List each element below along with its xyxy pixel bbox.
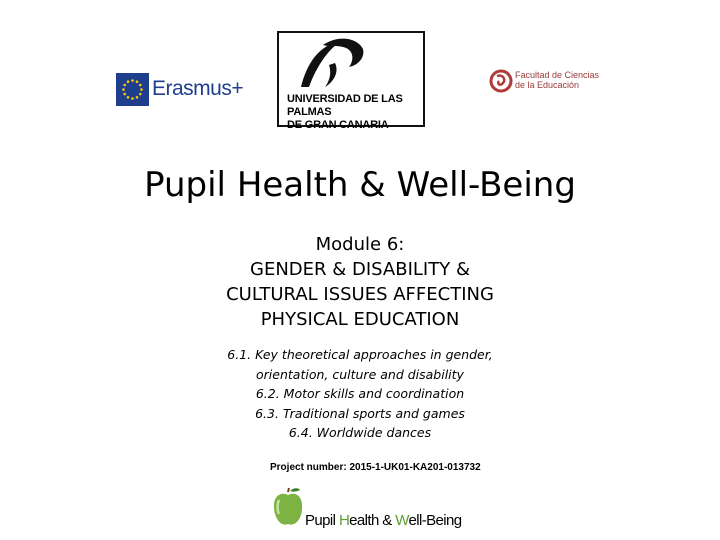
green-apple-icon (272, 486, 304, 528)
module-title-line1: GENDER & DISABILITY & (250, 259, 470, 280)
module-heading (110, 232, 610, 332)
topic-line: 6.1. Key theoretical approaches in gender, (227, 347, 493, 362)
ulpgc-emblem-icon (279, 33, 423, 93)
wordmark-part: H (338, 512, 350, 529)
module-title-line3: PHYSICAL EDUCATION (260, 309, 460, 330)
facultad-logo (488, 66, 608, 98)
wordmark-part: ell-Being (408, 512, 462, 529)
eu-flag-icon (116, 73, 149, 106)
page-title: Pupil Health & Well-Being (144, 165, 576, 205)
topic-line: 6.3. Traditional sports and games (255, 405, 465, 421)
wordmark-part: Pupil (305, 512, 339, 529)
ulpgc-name-line1: UNIVERSIDAD DE LAS PALMAS (287, 93, 403, 118)
topic-line: orientation, culture and disability (256, 366, 464, 382)
module-number: Module 6: (315, 234, 405, 255)
wordmark-part: W (395, 512, 409, 529)
topic-line: 6.4. Worldwide dances (288, 425, 432, 440)
project-number: Project number: 2015-1-UK01-KA201-013732 (270, 462, 481, 473)
module-title-line2: CULTURAL ISSUES AFFECTING (226, 284, 494, 305)
ulpgc-logo (277, 31, 425, 131)
pupil-health-wordmark (305, 512, 462, 529)
topic-line: 6.2. Motor skills and coordination (255, 386, 465, 401)
erasmus-logo (116, 69, 244, 109)
erasmus-wordmark: Erasmus+ (152, 77, 244, 100)
wordmark-part: ealth & (349, 512, 396, 529)
pupil-health-logo (272, 486, 462, 532)
facultad-name-line1: Facultad de Ciencias (515, 70, 600, 80)
ulpgc-name-line2: DE GRAN CANARIA (287, 119, 389, 131)
facultad-emblem-icon (488, 66, 514, 96)
topics-list (110, 345, 610, 443)
facultad-name-line2: de la Educación (515, 80, 580, 90)
